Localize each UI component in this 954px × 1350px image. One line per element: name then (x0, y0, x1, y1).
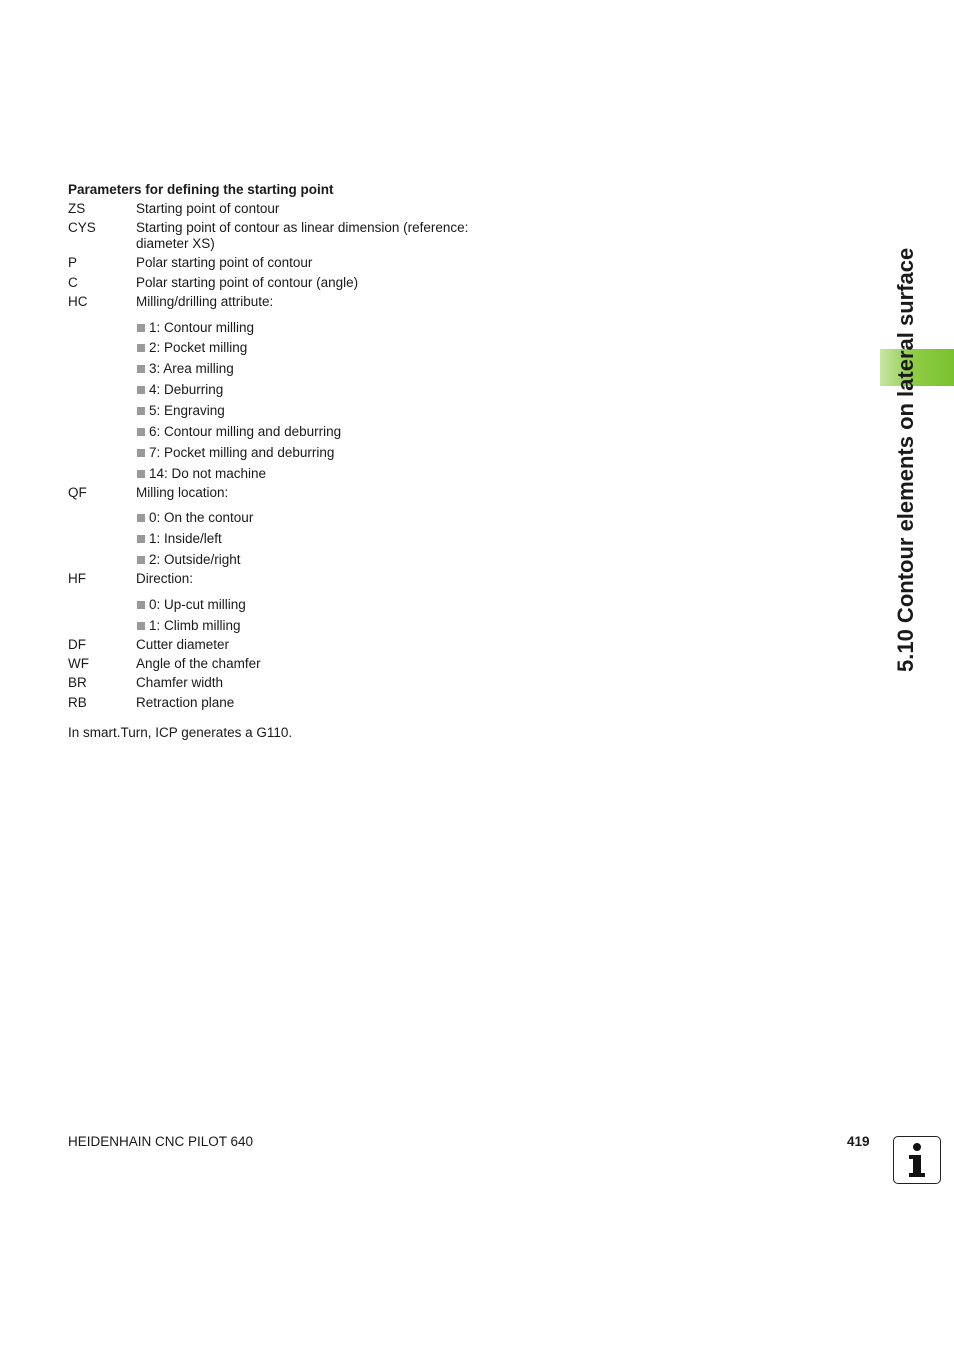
square-bullet-icon (137, 407, 145, 415)
param-code: CYS (68, 220, 96, 235)
param-desc: Starting point of contour as linear dimension (reference: (136, 220, 469, 235)
section-heading: Parameters for defining the starting point (68, 182, 334, 197)
square-bullet-icon (137, 470, 145, 478)
square-bullet-icon (137, 386, 145, 394)
footer-manual-title: HEIDENHAIN CNC PILOT 640 (68, 1134, 254, 1149)
square-bullet-icon (137, 514, 145, 522)
square-bullet-icon (137, 324, 145, 332)
param-code: WF (68, 656, 89, 671)
list-item: 1: Contour milling (137, 320, 254, 335)
param-desc: Milling/drilling attribute: (136, 294, 274, 309)
list-item: 5: Engraving (137, 403, 225, 418)
param-code: RB (68, 695, 87, 710)
list-item: 6: Contour milling and deburring (137, 424, 341, 439)
param-desc: Polar starting point of contour (136, 255, 313, 270)
square-bullet-icon (137, 365, 145, 373)
list-item: 0: Up-cut milling (137, 597, 246, 612)
param-code: HC (68, 294, 88, 309)
list-item: 7: Pocket milling and deburring (137, 445, 334, 460)
chapter-title: 5.10 Contour elements on lateral surface (893, 247, 918, 672)
param-desc: Milling location: (136, 485, 229, 500)
param-code: ZS (68, 201, 86, 216)
info-icon (893, 1136, 941, 1184)
square-bullet-icon (137, 449, 145, 457)
list-item: 2: Outside/right (137, 552, 241, 567)
param-code: P (68, 255, 78, 270)
param-desc: Starting point of contour (136, 201, 280, 216)
param-desc: Angle of the chamfer (136, 656, 261, 671)
list-item: 14: Do not machine (137, 466, 266, 481)
square-bullet-icon (137, 344, 145, 352)
param-desc: Direction: (136, 571, 194, 586)
param-code: HF (68, 571, 86, 586)
list-item: 0: On the contour (137, 510, 253, 525)
note-text: In smart.Turn, ICP generates a G110. (68, 725, 293, 740)
list-item: 4: Deburring (137, 382, 223, 397)
list-item: 1: Climb milling (137, 618, 241, 633)
param-desc: Chamfer width (136, 675, 224, 690)
param-code: DF (68, 637, 86, 652)
param-desc-continued: diameter XS) (136, 236, 215, 251)
square-bullet-icon (137, 556, 145, 564)
list-item: 1: Inside/left (137, 531, 222, 546)
param-desc: Cutter diameter (136, 637, 230, 652)
square-bullet-icon (137, 601, 145, 609)
param-code: C (68, 275, 78, 290)
param-desc: Retraction plane (136, 695, 235, 710)
square-bullet-icon (137, 535, 145, 543)
param-code: QF (68, 485, 87, 500)
square-bullet-icon (137, 622, 145, 630)
param-desc: Polar starting point of contour (angle) (136, 275, 359, 290)
param-code: BR (68, 675, 87, 690)
list-item: 3: Area milling (137, 361, 234, 376)
page-number: 419 (847, 1134, 870, 1149)
square-bullet-icon (137, 428, 145, 436)
list-item: 2: Pocket milling (137, 340, 247, 355)
